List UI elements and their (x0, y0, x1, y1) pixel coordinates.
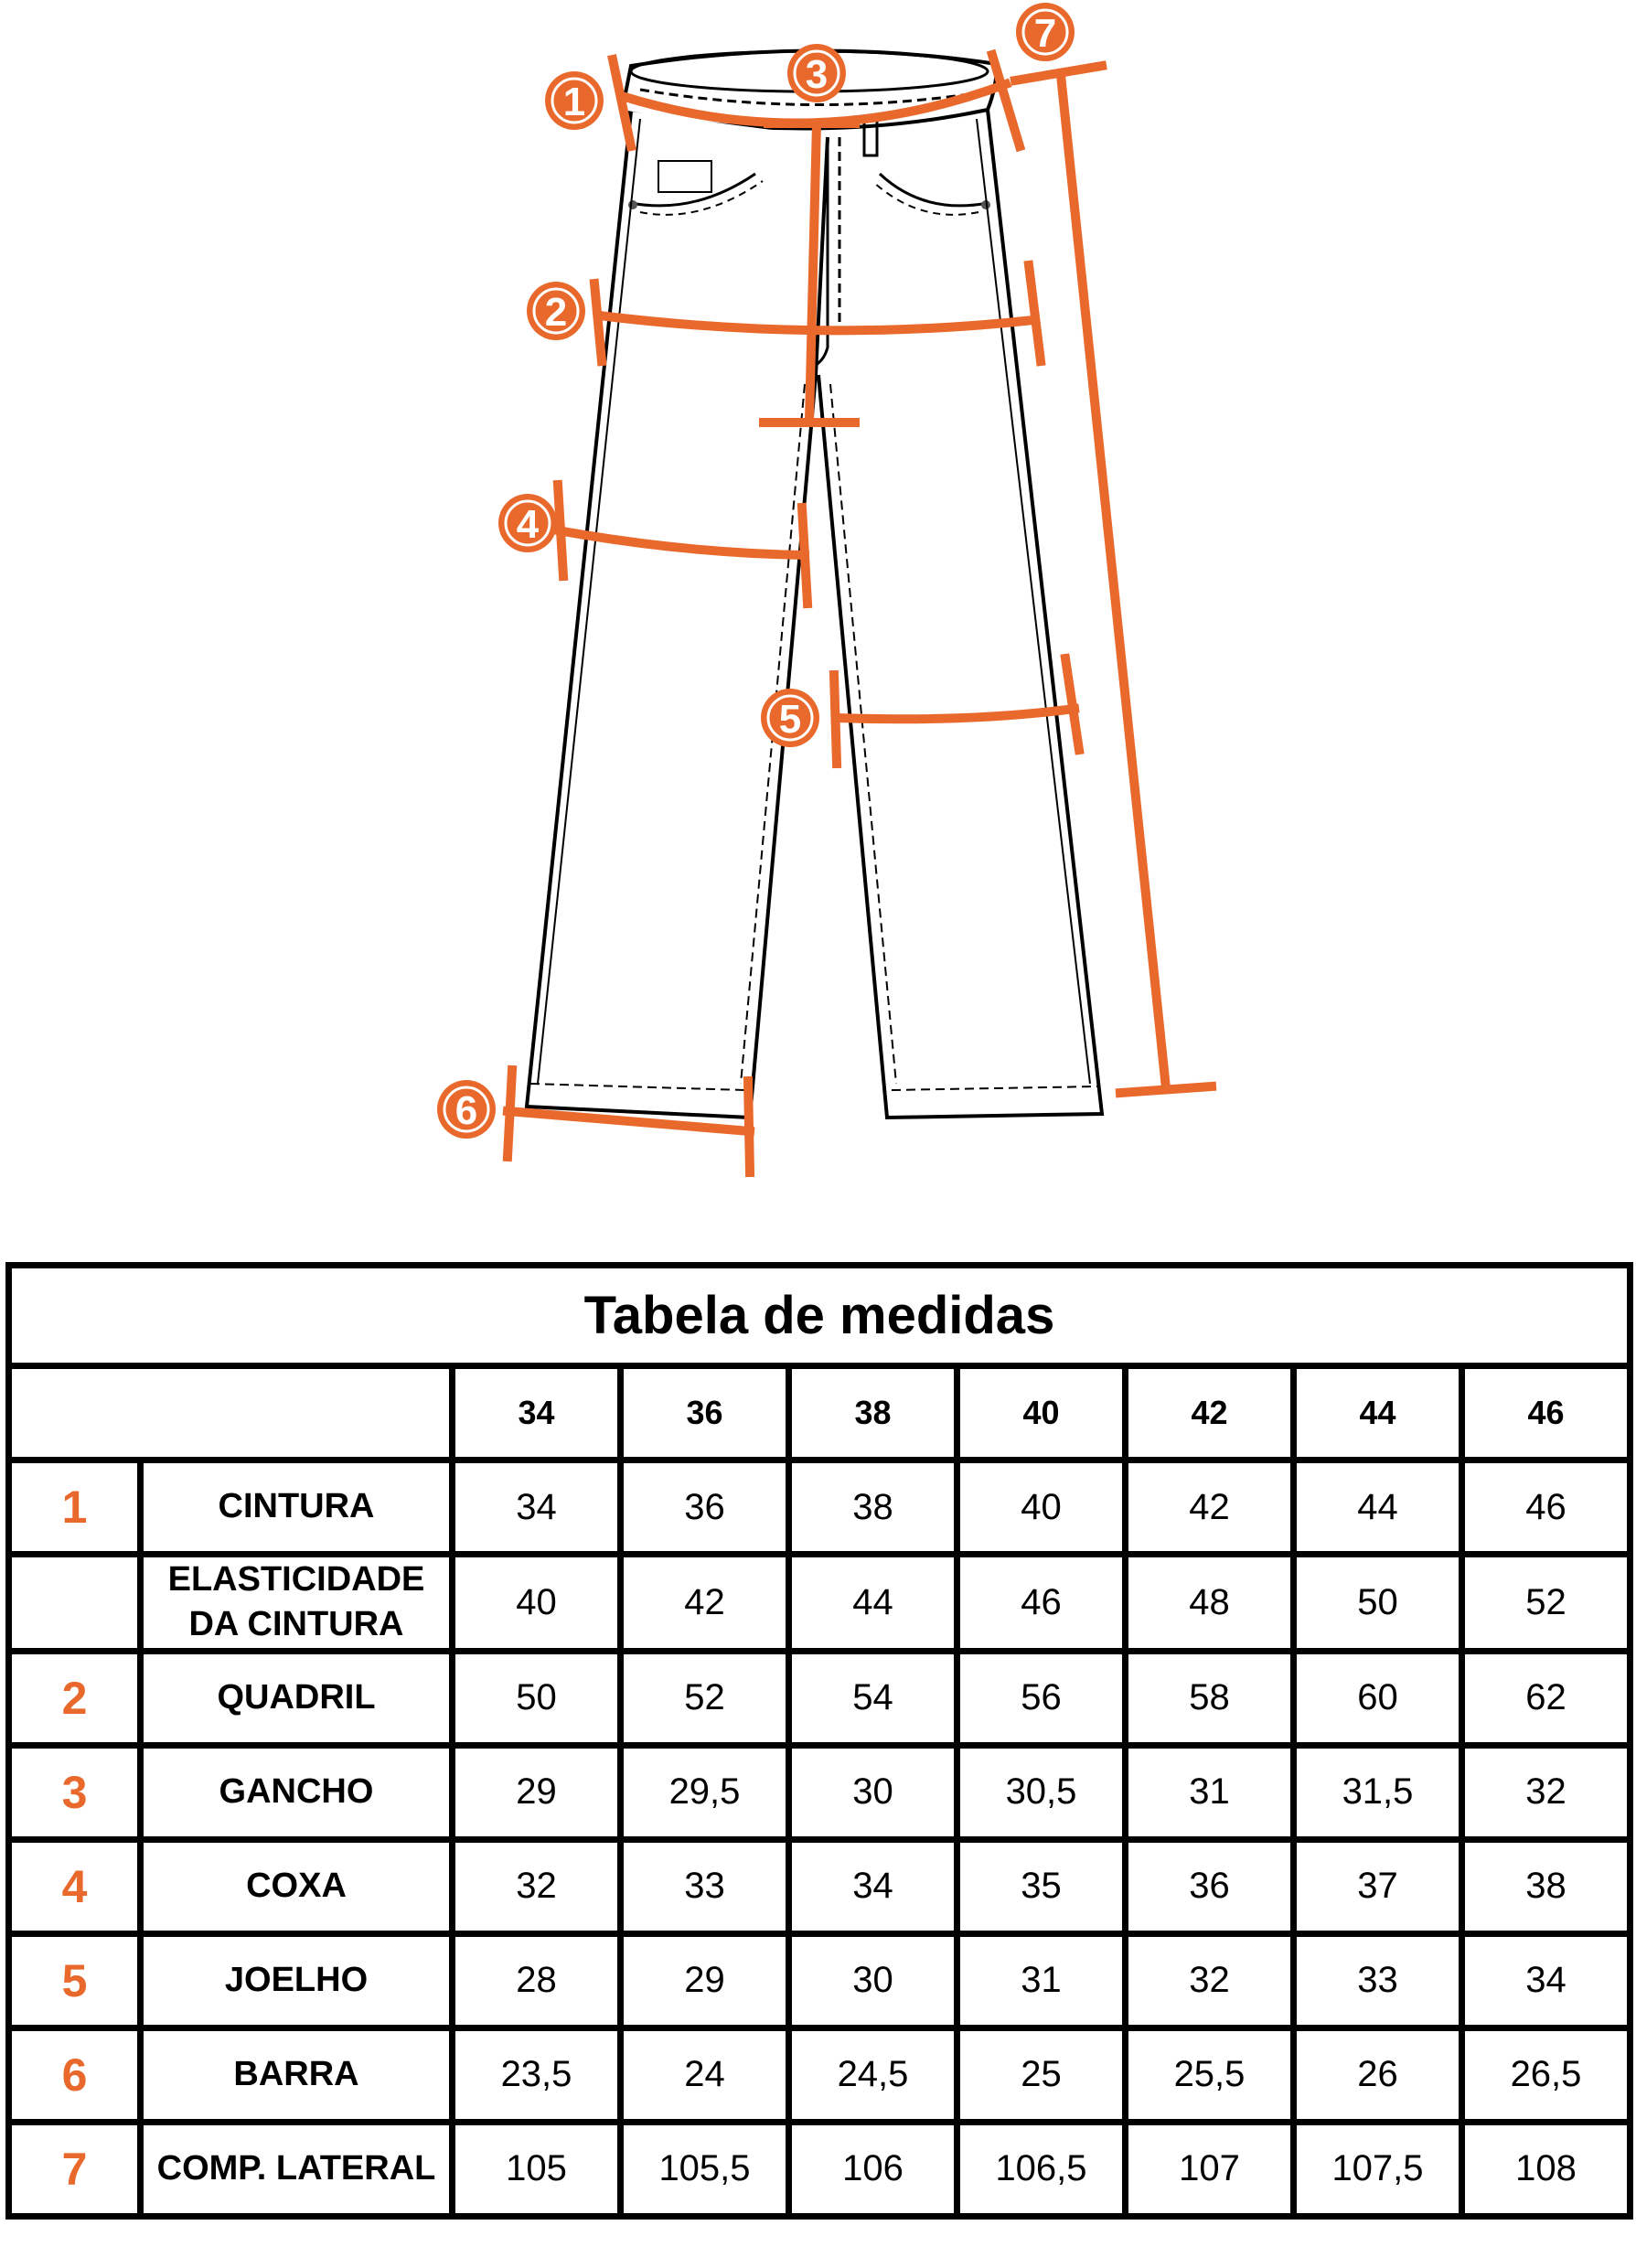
row-label: ELASTICIDADE DA CINTURA (141, 1555, 453, 1652)
measurement-value: 44 (1294, 1460, 1462, 1555)
measurement-value: 28 (453, 1933, 621, 2027)
row-number: 4 (9, 1839, 141, 1933)
measurement-value: 32 (1462, 1745, 1631, 1839)
table-row (9, 1460, 1631, 1555)
measurement-value: 35 (957, 1839, 1126, 1933)
measurement-value: 40 (453, 1555, 621, 1652)
size-header-row (9, 1366, 1631, 1460)
measurement-value: 52 (1462, 1555, 1631, 1652)
measurement-value: 29 (453, 1745, 621, 1839)
marker-1-label: 1 (562, 80, 586, 124)
size-header: 44 (1294, 1366, 1462, 1460)
measurement-value: 108 (1462, 2122, 1631, 2216)
row-number (9, 1555, 141, 1652)
measurement-value: 31 (1126, 1745, 1294, 1839)
measurement-value: 105 (453, 2122, 621, 2216)
row-label: BARRA (141, 2027, 453, 2122)
row-label: QUADRIL (141, 1651, 453, 1745)
marker-3-label: 3 (805, 52, 829, 97)
marker-7-label: 7 (1033, 11, 1057, 56)
measurement-value: 24,5 (789, 2027, 957, 2122)
table-row (9, 1651, 1631, 1745)
measurement-value: 32 (453, 1839, 621, 1933)
measurement-value: 44 (789, 1555, 957, 1652)
measurement-value: 40 (957, 1460, 1126, 1555)
row-number: 6 (9, 2027, 141, 2122)
marker-5 (761, 689, 819, 747)
measurement-value: 106 (789, 2122, 957, 2216)
size-header: 38 (789, 1366, 957, 1460)
measurement-value: 42 (621, 1555, 789, 1652)
measurement-value: 23,5 (453, 2027, 621, 2122)
measurement-value: 34 (789, 1839, 957, 1933)
marker-7 (1016, 3, 1075, 61)
measurement-value: 29,5 (621, 1745, 789, 1839)
row-number: 2 (9, 1651, 141, 1745)
size-header: 46 (1462, 1366, 1631, 1460)
table-row (9, 1745, 1631, 1839)
table-row (9, 1555, 1631, 1652)
measurement-value: 46 (957, 1555, 1126, 1652)
table-row (9, 1933, 1631, 2027)
size-header: 36 (621, 1366, 789, 1460)
measurement-value: 32 (1126, 1933, 1294, 2027)
measurement-value: 26 (1294, 2027, 1462, 2122)
measurement-value: 48 (1126, 1555, 1294, 1652)
measurement-value: 33 (1294, 1933, 1462, 2027)
marker-6-label: 6 (454, 1088, 478, 1133)
measurement-value: 29 (621, 1933, 789, 2027)
measurement-value: 26,5 (1462, 2027, 1631, 2122)
measurement-value: 46 (1462, 1460, 1631, 1555)
row-label: JOELHO (141, 1933, 453, 2027)
measurement-value: 30 (789, 1745, 957, 1839)
measurement-value: 38 (1462, 1839, 1631, 1933)
row-label: COMP. LATERAL (141, 2122, 453, 2216)
measurement-value: 42 (1126, 1460, 1294, 1555)
measurement-value: 107,5 (1294, 2122, 1462, 2216)
measurement-value: 62 (1462, 1651, 1631, 1745)
table-title: Tabela de medidas (9, 1266, 1631, 1366)
measurement-value: 60 (1294, 1651, 1462, 1745)
row-number: 7 (9, 2122, 141, 2216)
measurement-value: 54 (789, 1651, 957, 1745)
marker-2-label: 2 (544, 290, 568, 335)
measurement-value: 50 (453, 1651, 621, 1745)
measurement-value: 52 (621, 1651, 789, 1745)
size-header: 34 (453, 1366, 621, 1460)
measurement-value: 56 (957, 1651, 1126, 1745)
marker-4 (498, 494, 557, 552)
marker-4-label: 4 (516, 502, 540, 547)
measurement-value: 30 (789, 1933, 957, 2027)
measurement-value: 58 (1126, 1651, 1294, 1745)
marker-1 (545, 71, 604, 130)
row-label: CINTURA (141, 1460, 453, 1555)
row-number: 1 (9, 1460, 141, 1555)
header-empty-cell (9, 1366, 453, 1460)
row-label: GANCHO (141, 1745, 453, 1839)
size-header: 42 (1126, 1366, 1294, 1460)
size-header: 40 (957, 1366, 1126, 1460)
measurement-value: 25,5 (1126, 2027, 1294, 2122)
measurement-value: 34 (1462, 1933, 1631, 2027)
measurement-value: 24 (621, 2027, 789, 2122)
measurement-value: 107 (1126, 2122, 1294, 2216)
row-number: 5 (9, 1933, 141, 2027)
size-table (5, 1262, 1633, 2220)
marker-2 (527, 282, 585, 340)
measurement-value: 105,5 (621, 2122, 789, 2216)
measurement-value: 37 (1294, 1839, 1462, 1933)
marker-6 (437, 1080, 496, 1139)
marker-3 (787, 44, 846, 102)
measurement-value: 34 (453, 1460, 621, 1555)
measurement-value: 31 (957, 1933, 1126, 2027)
measurement-value: 33 (621, 1839, 789, 1933)
measurement-value: 25 (957, 2027, 1126, 2122)
marker-5-label: 5 (778, 697, 802, 742)
row-number: 3 (9, 1745, 141, 1839)
measurement-value: 50 (1294, 1555, 1462, 1652)
table-row (9, 2027, 1631, 2122)
measurement-value: 38 (789, 1460, 957, 1555)
table-row (9, 2122, 1631, 2216)
measurement-value: 31,5 (1294, 1745, 1462, 1839)
table-row (9, 1839, 1631, 1933)
measurement-value: 36 (1126, 1839, 1294, 1933)
measurement-value: 30,5 (957, 1745, 1126, 1839)
measurement-value: 106,5 (957, 2122, 1126, 2216)
row-label: COXA (141, 1839, 453, 1933)
measurement-value: 36 (621, 1460, 789, 1555)
